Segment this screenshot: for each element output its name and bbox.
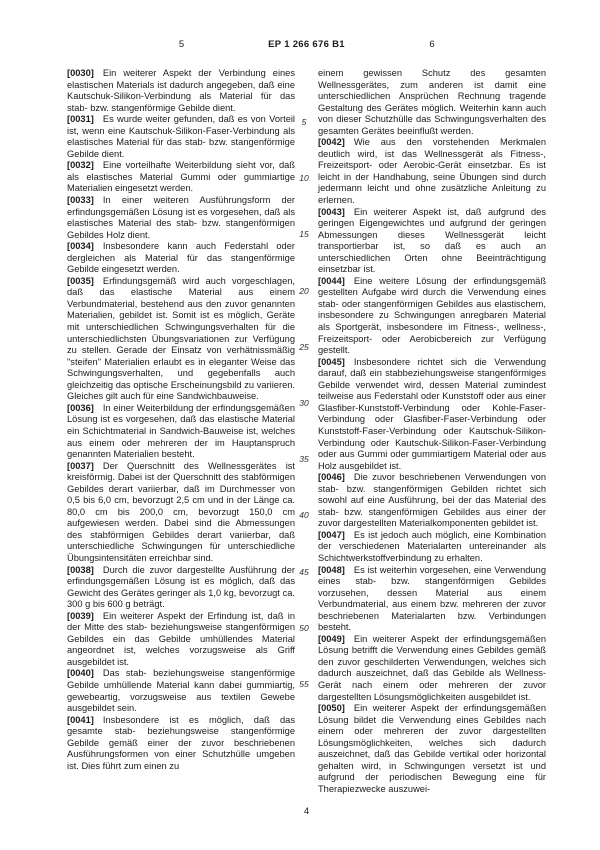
paragraph-number: [0043] bbox=[318, 206, 345, 217]
paragraph-text: Ein weiterer Aspekt der erfindungsgemäßen Lösung betrifft die Verwendung eines Gebildes gemäß den zuvor geschilderten Verwendungen, welches sich dadurch auszeichnet, daß das Gebilde als Wellness-Gerät nach einem oder mehreren der zuvor dargestellten Lösungsmöglichkeiten ausgebildet ist. bbox=[318, 633, 546, 702]
document-number: EP 1 266 676 B1 bbox=[268, 39, 345, 50]
right-column-number: 6 bbox=[429, 39, 435, 50]
paragraph bbox=[67, 241, 295, 276]
right-column bbox=[318, 68, 546, 795]
paragraph-text: Die zuvor beschriebenen Verwendungen von stab- bzw. stangenförmigen Gebilden richtet sich sowohl auf eine Ausführung, bei der das Material des stab- bzw. stangenförmigen Gebildes aus einer der zuvor dargestellten Materialkomponenten gebildet ist. bbox=[318, 472, 546, 529]
paragraph-text: Ein weiterer Aspekt der Verbindung eines elastischen Materials ist dadurch angegeben, daß eine Kautschuk-Silikon-Verbindung als Material für das stab- bzw. stangenförmige Gebilde dient. bbox=[67, 68, 295, 113]
paragraph-number: [0031] bbox=[67, 114, 94, 125]
paragraph-text: Wie aus den vorstehenden Merkmalen deutlich wird, ist das Wellnessgerät als Fitness-, Freizeitsport- oder Aerobic-Gerät einsetzbar. Es ist leicht in der Handhabung, seine Übungen sind durch jedermann leicht und ohne zusätzliche Anleitung zu erlernen. bbox=[318, 137, 546, 206]
paragraph bbox=[318, 357, 546, 472]
left-column-number: 5 bbox=[178, 39, 185, 50]
line-number: 50 bbox=[299, 622, 309, 633]
paragraph-text: Ein weiterer Aspekt der Erfindung ist, daß in der Mitte des stab- beziehungsweise stangenförmigen Gebildes ein das Gebilde umhüllendes Material angeordnet ist, welches vorzugsweise als Griff ausgebildet ist. bbox=[67, 610, 295, 667]
paragraph bbox=[318, 530, 546, 565]
line-number: 5 bbox=[301, 117, 307, 127]
line-number: 40 bbox=[299, 510, 309, 521]
paragraph-text: Es wurde weiter gefunden, daß es von Vorteil ist, wenn eine Kautschuk-Silikon-Faser-Verbindung als elastisches Material für das stab- bzw. stangenförmige Gebilde dient. bbox=[67, 114, 295, 159]
paragraph-number: [0040] bbox=[67, 668, 94, 679]
line-number: 55 bbox=[299, 678, 309, 689]
paragraph bbox=[318, 276, 546, 357]
paragraph-number: [0041] bbox=[67, 714, 94, 725]
line-number: 25 bbox=[299, 341, 309, 352]
paragraph-number: [0038] bbox=[67, 564, 94, 575]
paragraph-text: In einer weiteren Ausführungsform der erfindungsgemäßen Lösung ist es vorgesehen, daß als elastisches Material des stab- bzw. stangenförmigen Gebildes Holz dient. bbox=[67, 195, 295, 240]
line-number: 30 bbox=[299, 397, 309, 408]
paragraph-number: [0033] bbox=[67, 195, 94, 206]
left-column bbox=[67, 68, 295, 795]
paragraph-number: [0044] bbox=[318, 275, 345, 286]
paragraph bbox=[318, 472, 546, 530]
paragraph bbox=[67, 114, 295, 160]
paragraph-number: [0048] bbox=[318, 564, 345, 575]
paragraph bbox=[67, 276, 295, 403]
paragraph-text: einem gewissen Schutz des gesamten Wellnessgerätes, zum anderen ist damit eine unterschiedlichen Ansprüchen Rechnung tragende Gestaltung des Gerätes möglich. Weiterhin kann auch von dieser Schutzhülle das Schwingungsverhalten des gesamten Gerätes beeinflußt werden. bbox=[318, 68, 546, 136]
paragraph bbox=[67, 403, 295, 461]
gutter-line-numbers bbox=[292, 117, 316, 735]
paragraph-text: Der Querschnitt des Wellnessgerätes ist kreisförmig. Dabei ist der Querschnitt des stabförmigen Gebildes derart variierbar, daß im Durchmesser von 0,5 bis 6,0 cm, bevorzugt 2,5 cm und in der Länge ca. 80,0 cm bis 200,0 cm, bevorzugt 150,0 cm aufgewiesen werden. Dabei sind die Abmessungen des stabförmigen Gebildes derart variierbar, daß unterschiedliche Schwingungen für unterschiedliche Übungsintensitäten erreichbar sind. bbox=[67, 460, 295, 563]
paragraph bbox=[67, 668, 295, 714]
paragraph-text: Das stab- beziehungsweise stangenförmige Gebilde umhüllende Material kann dabei gummiartig, gewebeartig, vorzugsweise aus textilen Gewebe ausgebildet sein. bbox=[67, 668, 295, 714]
paragraph-number: [0036] bbox=[67, 402, 94, 413]
page-header bbox=[0, 39, 600, 53]
paragraph bbox=[67, 565, 295, 611]
paragraph-number: [0047] bbox=[318, 529, 345, 540]
paragraph-number: [0032] bbox=[67, 160, 94, 171]
paragraph-text: Insbesondere kann auch Federstahl oder dergleichen als Material für das stangenförmige Gebilde eingesetzt werden. bbox=[67, 241, 295, 275]
paragraph-text: Eine weitere Lösung der erfindungsgemäß gestellten Aufgabe wird durch die Verwendung eines stab- oder stangenförmigen Gebildes aus elastischem, insbesondere zu Schwingungen anregbaren Material als Sportgerät, insbesondere im Fitness-, wellness-, Freizeitsport- oder Aerobicbereich zur Verfügung gestellt. bbox=[318, 275, 546, 356]
page-footer bbox=[67, 806, 546, 817]
paragraph-text: Ein weiterer Aspekt ist, daß aufgrund des geringen Eigengewichtes und aufgrund der geringen Abmessungen dieses Wellnessgerät leicht transportierbar ist, so daß es auch an unterschiedlichen Orten ohne Beeinträchtigung einsetzbar ist. bbox=[318, 206, 546, 275]
paragraph-number: [0037] bbox=[67, 460, 94, 471]
paragraph bbox=[318, 565, 546, 634]
line-number: 20 bbox=[299, 285, 309, 296]
paragraph bbox=[318, 207, 546, 276]
paragraph bbox=[67, 715, 295, 773]
paragraph-number: [0049] bbox=[318, 633, 345, 644]
paragraph-number: [0030] bbox=[67, 68, 94, 78]
paragraph-number: [0039] bbox=[67, 610, 94, 621]
paragraph-number: [0042] bbox=[318, 137, 345, 148]
paragraph bbox=[318, 703, 546, 795]
paragraph-text: Es ist jedoch auch möglich, eine Kombination der verschiedenen Materialarten untereinander als Schichtwerkstoffverbindung zu erhalten. bbox=[318, 529, 546, 563]
paragraph-text: Ein weiterer Aspekt der erfindungsgemäßen Lösung bildet die Verwendung eines Gebildes nach einem oder mehreren der zuvor dargestellten Lösungsmöglichkeiten, welches sich dadurch auszeichnet, daß das Gebilde vertikal oder horizontal gehalten wird, in Schwingungen versetzt ist und aufgrund der periodischen Bewegung eine für Therapiezwecke auszuwei- bbox=[318, 703, 546, 794]
paragraph-number: [0035] bbox=[67, 275, 94, 286]
paragraph bbox=[67, 160, 295, 195]
paragraph bbox=[318, 68, 546, 137]
paragraph-number: [0034] bbox=[67, 241, 94, 252]
paragraph-text: Eine vorteilhafte Weiterbildung sieht vor, daß als elastisches Material Gummi oder gummiartige Materialien eingesetzt werden. bbox=[67, 160, 295, 194]
line-number: 35 bbox=[299, 454, 309, 465]
paragraph-text: Durch die zuvor dargestellte Ausführung der erfindungsgemäßen Lösung ist es möglich, daß das Gewicht des Gerätes geringer als 1,0 kg, bevorzugt ca. 300 g bis 600 g beträgt. bbox=[67, 564, 295, 610]
paragraph-number: [0045] bbox=[318, 356, 345, 367]
paragraph-text: Es ist weiterhin vorgesehen, eine Verwendung eines stab- bzw. stangenförmigen Gebildes vorzusehen, dessen Material aus einem Verbundmaterial, aus einem bzw. mehreren der zuvor beschriebenen Materialarten bzw. Verbindungen besteht. bbox=[318, 564, 546, 633]
paragraph-number: [0046] bbox=[318, 472, 345, 483]
paragraph-number: [0050] bbox=[318, 703, 345, 714]
line-number: 10 bbox=[299, 173, 309, 184]
paragraph bbox=[67, 461, 295, 565]
paragraph bbox=[67, 195, 295, 241]
paragraph-text: In einer Weiterbildung der erfindungsgemäßen Lösung ist es vorgesehen, daß das elastische Material ein Schichtmaterial in Sandwich-Bauweise ist, welches aus einem oder mehreren der im Hauptanspruch genannten Materialien besteht. bbox=[67, 402, 295, 460]
paragraph-text: Insbesondere ist es möglich, daß das gesamte stab- beziehungsweise stangenförmige Gebilde gemäß einer der zuvor beschriebenen Ausführungsformen von einer Schutzhülle umgeben ist. Dies führt zum einen zu bbox=[67, 714, 295, 771]
paragraph-text: Erfindungsgemäß wird auch vorgeschlagen, daß das elastische Material aus einem Verbundmaterial, bestehend aus den zuvor genannten Materialien, gebildet ist. Somit ist es möglich, Geräte mit unterschiedlichen Schwingungsverhalten für die unterschiedlichsten Übungsvariationen zur Verfügung zu stellen. Gerade der Einsatz von verhätnissmäßig "steifen" Materialien erlaubt es in eleganter Weise das Schwingungsverhalten, und gegebenfalls auch gleichzeitig das optische Erscheinungsbild zu variieren. Gleiches gilt auch für eine Sandwichbauweise. bbox=[67, 275, 295, 402]
paragraph-text: Insbesondere richtet sich die Verwendung darauf, daß ein stabbeziehungsweise stangenförmiges Gebilde verwendet wird, dessen Material zumindest teilweise aus Federstahl oder Kunststoff oder aus einer Glasfiber-Kunststoff-Verbindung oder Kohle-Faser-Verbindung oder Glasfiber-Faser-Verbindung oder Kunststoff-Faser-Verbindung oder Kautschuk-Silikon-Verbindung oder Kautschuk-Silikon-Faser-Verbindung oder aus Gummi oder gummiartigem Material oder aus Holz ausgebildet ist. bbox=[318, 356, 546, 471]
paragraph bbox=[318, 634, 546, 703]
line-number: 45 bbox=[299, 566, 309, 577]
page-number: 4 bbox=[303, 806, 310, 817]
paragraph bbox=[67, 611, 295, 669]
line-number: 15 bbox=[299, 229, 309, 240]
paragraph bbox=[67, 68, 295, 114]
paragraph bbox=[318, 137, 546, 206]
